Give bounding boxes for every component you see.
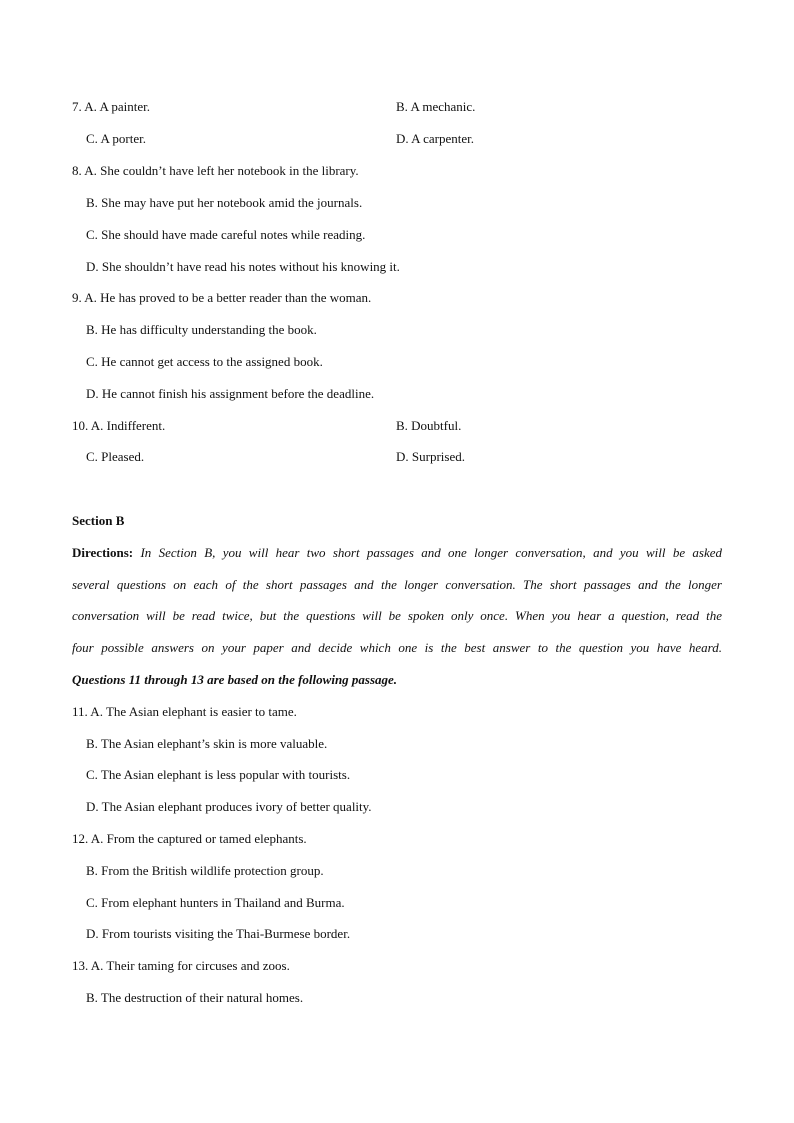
- section-title: Section B: [72, 513, 125, 528]
- q9-option-c: C. He cannot get access to the assigned book.: [86, 354, 323, 369]
- passage-note: Questions 11 through 13 are based on the following passage.: [72, 672, 398, 687]
- q12-option-b: B. From the British wildlife protection group.: [86, 863, 324, 878]
- q11-option-a: 11. A. The Asian elephant is easier to tame.: [72, 704, 297, 719]
- q7-option-c: C. A porter.: [86, 131, 146, 146]
- q13-option-a: 13. A. Their taming for circuses and zoos.: [72, 958, 290, 973]
- q11-option-b: B. The Asian elephant’s skin is more valuable.: [86, 736, 328, 751]
- q9-option-a: 9. A. He has proved to be a better reader than the woman.: [72, 290, 372, 305]
- q10-option-a: 10. A. Indifferent.: [72, 418, 166, 433]
- q8-option-d: D. She shouldn’t have read his notes without his knowing it.: [86, 259, 400, 274]
- q8-option-b: B. She may have put her notebook amid the journals.: [86, 195, 363, 210]
- q10-option-d: D. Surprised.: [396, 449, 465, 464]
- q8-option-a: 8. A. She couldn’t have left her notebook in the library.: [72, 163, 359, 178]
- q12-option-a: 12. A. From the captured or tamed elephants.: [72, 831, 307, 846]
- q9-option-d: D. He cannot finish his assignment before the deadline.: [86, 386, 375, 401]
- directions-line-2: several questions on each of the short passages and the longer conversation. The short passages and the longer: [72, 577, 722, 592]
- q10-option-b: B. Doubtful.: [396, 418, 462, 433]
- directions-text-1: In Section B, you will hear two short passages and one longer conversation, and you will be asked: [140, 545, 723, 560]
- directions-line-1: [72, 545, 722, 561]
- q8-option-c: C. She should have made careful notes while reading.: [86, 227, 366, 242]
- q11-option-d: D. The Asian elephant produces ivory of better quality.: [86, 799, 372, 814]
- q11-option-c: C. The Asian elephant is less popular with tourists.: [86, 767, 351, 782]
- q12-option-d: D. From tourists visiting the Thai-Burmese border.: [86, 926, 351, 941]
- directions-label: Directions:: [72, 545, 134, 560]
- directions-line-3: conversation will be read twice, but the questions will be spoken only once. When you hear a question, read the: [72, 608, 722, 623]
- q9-option-b: B. He has difficulty understanding the book.: [86, 322, 317, 337]
- q7-option-a: 7. A. A painter.: [72, 99, 150, 114]
- q7-option-b: B. A mechanic.: [396, 99, 476, 114]
- directions-line-4: four possible answers on your paper and decide which one is the best answer to the question you have heard.: [72, 640, 722, 655]
- q13-option-b: B. The destruction of their natural homes.: [86, 990, 304, 1005]
- q10-option-c: C. Pleased.: [86, 449, 145, 464]
- q7-option-d: D. A carpenter.: [396, 131, 474, 146]
- q12-option-c: C. From elephant hunters in Thailand and Burma.: [86, 895, 345, 910]
